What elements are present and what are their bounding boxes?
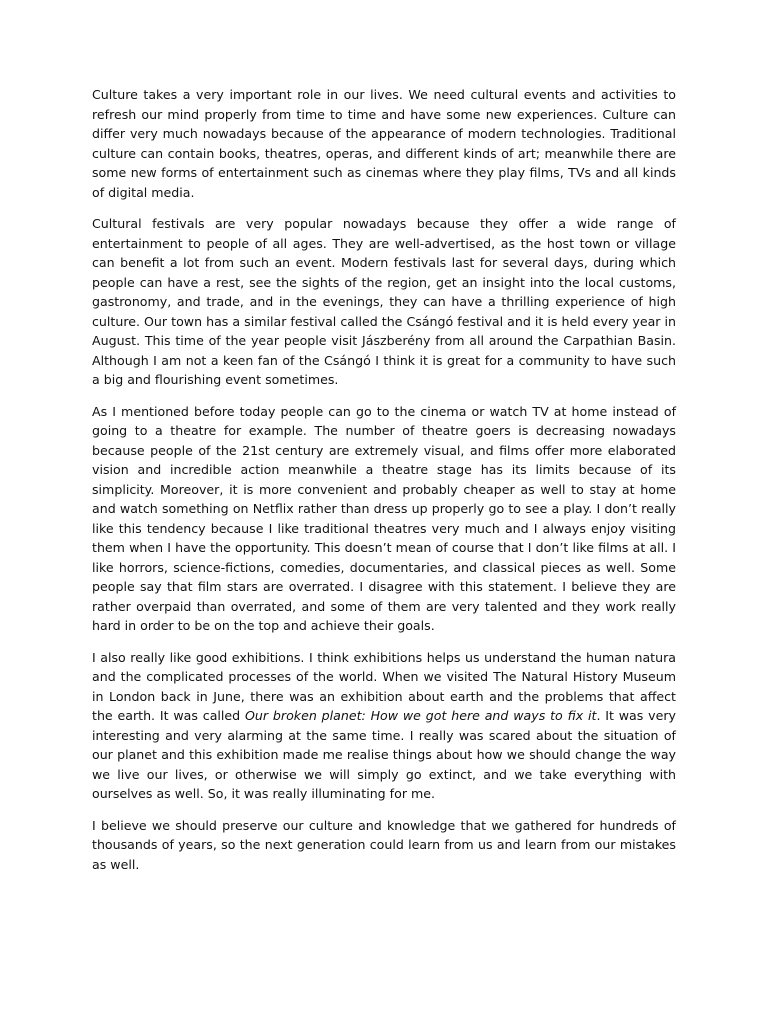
document-body (92, 85, 676, 886)
paragraph-conclusion: I believe we should preserve our culture and knowledge that we gathered for hundreds of thousands of years, so the next generation could learn from us and learn from our mistakes as well. (92, 817, 676, 872)
paragraph-cultural-festivals: Cultural festivals are very popular nowadays because they offer a wide range of entertainment to people of all ages. They are well-advertised, as the host town or village can benefit a lot from such an event. Modern festivals last for several days, during which people can have a rest, see the sights of the region, get an insight into the local customs, gastronomy, and trade, and in the evenings, they can have a thrilling experience of high culture. Our town has a similar festival called the Csángó festival and it is held every year in August. This time of the year people visit Jászberény from all around the Carpathian Basin. Although I am not a keen fan of the Csángó I think it is great for a community to have such a big and flourishing event sometimes. (92, 216, 676, 387)
paragraph-cinema-theatre: As I mentioned before today people can go to the cinema or watch TV at home instead of going to a theatre for example. The number of theatre goers is decreasing nowadays because people of the 21st century are extremely visual, and films offer more elaborated vision and incredible action meanwhile a theatre stage has its limits because of its simplicity. Moreover, it is more convenient and probably cheaper as well to stay at home and watch something on Netflix rather than dress up properly go to see a play. I don’t really like this tendency because I like traditional theatres very much and I always enjoy visiting them when I have the opportunity. This doesn’t mean of course that I don’t like films at all. I like horrors, science-fictions, comedies, documentaries, and classical pieces as well. Some people say that film stars are overrated. I disagree with this statement. I believe they are rather overpaid than overrated, and some of them are very talented and they work really hard in order to be on the top and achieve their goals. (92, 403, 676, 633)
exhibitions-text-before: I also really like good exhibitions. I think exhibitions helps us understand the human natura and the complicated processes of the world. When we visited The Natural History Museum in London back in June, there was an exhibition about earth and the problems that affect the earth. It was called (92, 649, 676, 723)
exhibitions-text-after: . It was very interesting and very alarming at the same time. I really was scared about the situation of our planet and this exhibition made me realise things about how we should change the way we live our lives, or otherwise we will simply go extinct, and we take everything with ourselves as well. So, it was really illuminating for me. (92, 708, 676, 801)
paragraph-culture-intro: Culture takes a very important role in our lives. We need cultural events and activities to refresh our mind properly from time to time and have some new experiences. Culture can differ very much nowadays because of the appearance of modern technologies. Traditional culture can contain books, theatres, operas, and different kinds of art; meanwhile there are some new forms of entertainment such as cinemas where they play films, TVs and all kinds of digital media. (92, 87, 676, 200)
paragraph-exhibitions (92, 648, 676, 804)
exhibition-title: Our broken planet: How we got here and ways to fix it (245, 708, 597, 723)
